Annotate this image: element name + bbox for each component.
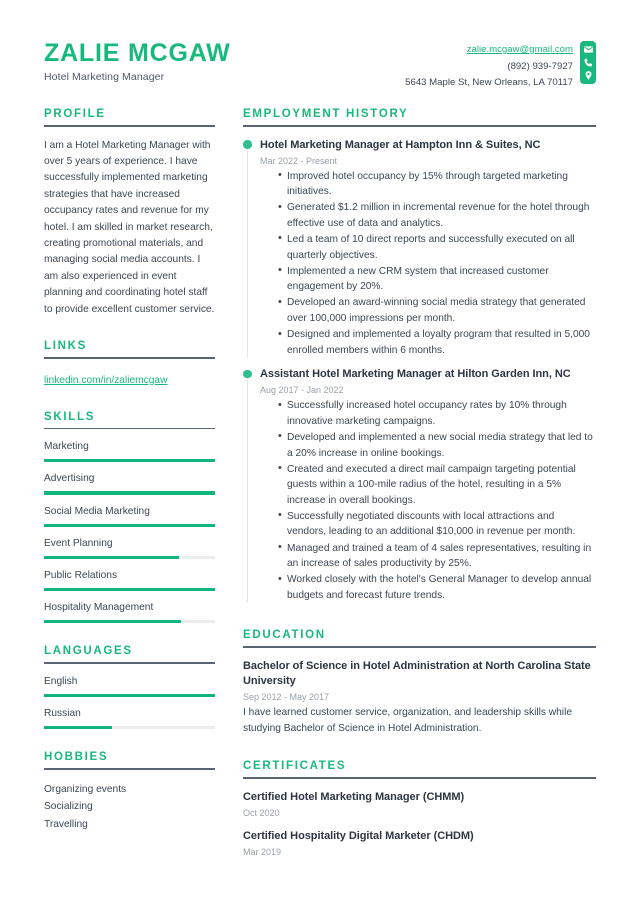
- skill-label: Marketing: [44, 441, 89, 453]
- section-divider: [44, 768, 215, 770]
- job-bullet: • Led a team of 10 direct reports and successfully executed on all quarterly objectives.: [278, 232, 596, 263]
- job-date: Mar 2022 - Present: [260, 155, 338, 166]
- employment-entry: [243, 138, 596, 359]
- job-bullet: • Developed and implemented a new social media strategy that led to a 20% increase in online bookings.: [278, 430, 596, 461]
- job-bullets: [260, 398, 596, 603]
- skill-row: [44, 569, 215, 591]
- hobby-item: Socializing: [44, 801, 93, 813]
- job-bullet: • Implemented a new CRM system that increased customer engagement by 20%.: [278, 264, 596, 295]
- job-title: Hotel Marketing Manager at Hampton Inn & Suites, NC: [260, 138, 541, 151]
- timeline-dot-icon: [243, 370, 252, 379]
- job-bullet: • Successfully negotiated discounts with local attractions and vendors, leading to an additional $10,000 in revenue per month.: [278, 509, 596, 540]
- language-label: English: [44, 675, 78, 687]
- section-education: [243, 629, 596, 736]
- job-bullet: • Successfully increased hotel occupancy rates by 10% through innovative marketing campaigns.: [278, 398, 596, 429]
- section-profile: [44, 108, 215, 318]
- education-entry: [243, 659, 596, 736]
- contact-address: 5643 Maple St, New Orleans, LA 70117: [405, 77, 573, 88]
- language-bar-track: [44, 726, 215, 729]
- section-divider: [44, 357, 215, 359]
- job-bullet: • Developed an award-winning social media strategy that generated over 100,000 impressions per month.: [278, 295, 596, 326]
- job-bullet: • Worked closely with the hotel's General Manager to develop annual budgets and forecast future trends.: [278, 572, 596, 603]
- section-divider: [243, 777, 596, 779]
- section-heading-hobbies: HOBBIES: [44, 751, 109, 764]
- certificate-date: Oct 2020: [243, 807, 280, 818]
- certificate-entry: [243, 790, 596, 818]
- skill-bar-track: [44, 524, 215, 527]
- language-bar-track: [44, 694, 215, 697]
- job-bullet: • Generated $1.2 million in incremental revenue for the hotel through effective use of data and analytics.: [278, 200, 596, 231]
- section-employment: [243, 108, 596, 603]
- timeline-dot-icon: [243, 140, 252, 149]
- skill-label: Advertising: [44, 473, 95, 485]
- skill-row: [44, 472, 215, 494]
- certificate-title: Certified Hotel Marketing Manager (CHMM): [243, 790, 465, 803]
- section-heading-links: LINKS: [44, 340, 87, 353]
- section-skills: [44, 411, 215, 624]
- phone-icon: [583, 57, 594, 68]
- section-heading-employment: EMPLOYMENT HISTORY: [243, 108, 409, 120]
- link-item-linkedin[interactable]: linkedin.com/in/zaliemcgaw: [44, 374, 168, 386]
- skill-row: [44, 505, 215, 527]
- job-title: Assistant Hotel Marketing Manager at Hilton Garden Inn, NC: [260, 368, 571, 381]
- section-divider: [44, 125, 215, 127]
- skill-bar-fill: [44, 524, 215, 527]
- skill-bar-fill: [44, 588, 215, 591]
- timeline-line: [247, 143, 248, 359]
- skill-label: Event Planning: [44, 537, 113, 549]
- section-heading-languages: LANGUAGES: [44, 645, 133, 658]
- section-heading-certificates: CERTIFICATES: [243, 760, 347, 773]
- section-heading-skills: SKILLS: [44, 410, 96, 423]
- skill-bar-track: [44, 491, 215, 494]
- candidate-name: ZALIE MCGAW: [44, 39, 231, 67]
- language-row: [44, 707, 215, 729]
- envelope-icon: [583, 44, 594, 55]
- certificate-entry: [243, 829, 596, 857]
- skill-label: Hospitality Management: [44, 602, 154, 614]
- job-bullet: • Managed and trained a team of 4 sales representatives, resulting in an increase of sales productivity by 25%.: [278, 541, 596, 572]
- skill-row: [44, 440, 215, 462]
- timeline-line: [247, 372, 248, 603]
- job-bullet: • Designed and implemented a loyalty program that resulted in 5,000 enrolled members within 6 months.: [278, 327, 596, 358]
- contact-icon-bar: [580, 41, 596, 84]
- contact-email-link[interactable]: zalie.mcgaw@gmail.com: [466, 44, 573, 55]
- language-row: [44, 675, 215, 697]
- skill-bar-fill: [44, 459, 215, 462]
- name-block: [44, 36, 231, 83]
- employment-entry: [243, 367, 596, 603]
- skill-bar-track: [44, 459, 215, 462]
- contact-details: [405, 41, 573, 92]
- skill-label: Public Relations: [44, 570, 118, 581]
- education-description: I have learned customer service, organization, and leadership skills while studying Bachelor of Science in Hotel Administration.: [243, 707, 572, 734]
- candidate-job-title: Hotel Marketing Manager: [44, 71, 165, 84]
- section-divider: [243, 125, 596, 127]
- job-bullet: • Created and executed a direct mail campaign targeting potential guests within a 100-mile radius of the hotel, resulting in a 5% increase in overall bookings.: [278, 462, 596, 509]
- resume-header: [44, 0, 596, 96]
- hobby-item: Travelling: [44, 818, 88, 830]
- education-date: Sep 2012 - May 2017: [243, 692, 330, 703]
- skill-row: [44, 537, 215, 559]
- skill-bar-track: [44, 620, 215, 623]
- skill-row: [44, 601, 215, 623]
- job-date: Aug 2017 - Jan 2022: [260, 385, 344, 396]
- sidebar-column: [44, 108, 229, 879]
- certificate-title: Certified Hospitality Digital Marketer (CHDM): [243, 829, 474, 842]
- education-title: Bachelor of Science in Hotel Administration at North Carolina State University: [243, 660, 591, 688]
- hobby-item: Organizing events: [44, 783, 127, 795]
- skill-bar-track: [44, 588, 215, 591]
- section-links: [44, 340, 215, 389]
- location-pin-icon: [583, 70, 594, 81]
- skill-bar-fill: [44, 491, 215, 494]
- section-hobbies: [44, 751, 215, 833]
- resume-body: [44, 108, 596, 879]
- language-bar-fill: [44, 726, 112, 729]
- job-bullet: • Improved hotel occupancy by 15% through targeted marketing initiatives.: [278, 169, 596, 200]
- skill-bar-fill: [44, 556, 179, 559]
- skill-bar-track: [44, 556, 215, 559]
- section-divider: [243, 646, 596, 648]
- section-certificates: [243, 760, 596, 857]
- profile-text: I am a Hotel Marketing Manager with over 5 years of experience. I have successfully implemented marketing strategies that have increased occupancy rates and revenue for my hotel. I am skilled in market research, creating promotional materials, and managing social media accounts. I am also experienced in event planning and coordinating hotel staff to provide excellent customer service.: [44, 139, 215, 315]
- main-column: [229, 108, 596, 879]
- language-label: Russian: [44, 708, 81, 720]
- section-divider: [44, 428, 215, 430]
- section-heading-profile: PROFILE: [44, 108, 106, 120]
- section-languages: [44, 645, 215, 729]
- certificate-date: Mar 2019: [243, 846, 282, 857]
- section-divider: [44, 662, 215, 664]
- skill-bar-fill: [44, 620, 181, 623]
- language-bar-fill: [44, 694, 215, 697]
- job-bullets: [260, 169, 596, 359]
- contact-phone: (892) 939-7927: [507, 60, 573, 72]
- contact-block: [405, 36, 596, 92]
- section-heading-education: EDUCATION: [243, 629, 326, 642]
- skill-label: Social Media Marketing: [44, 505, 150, 517]
